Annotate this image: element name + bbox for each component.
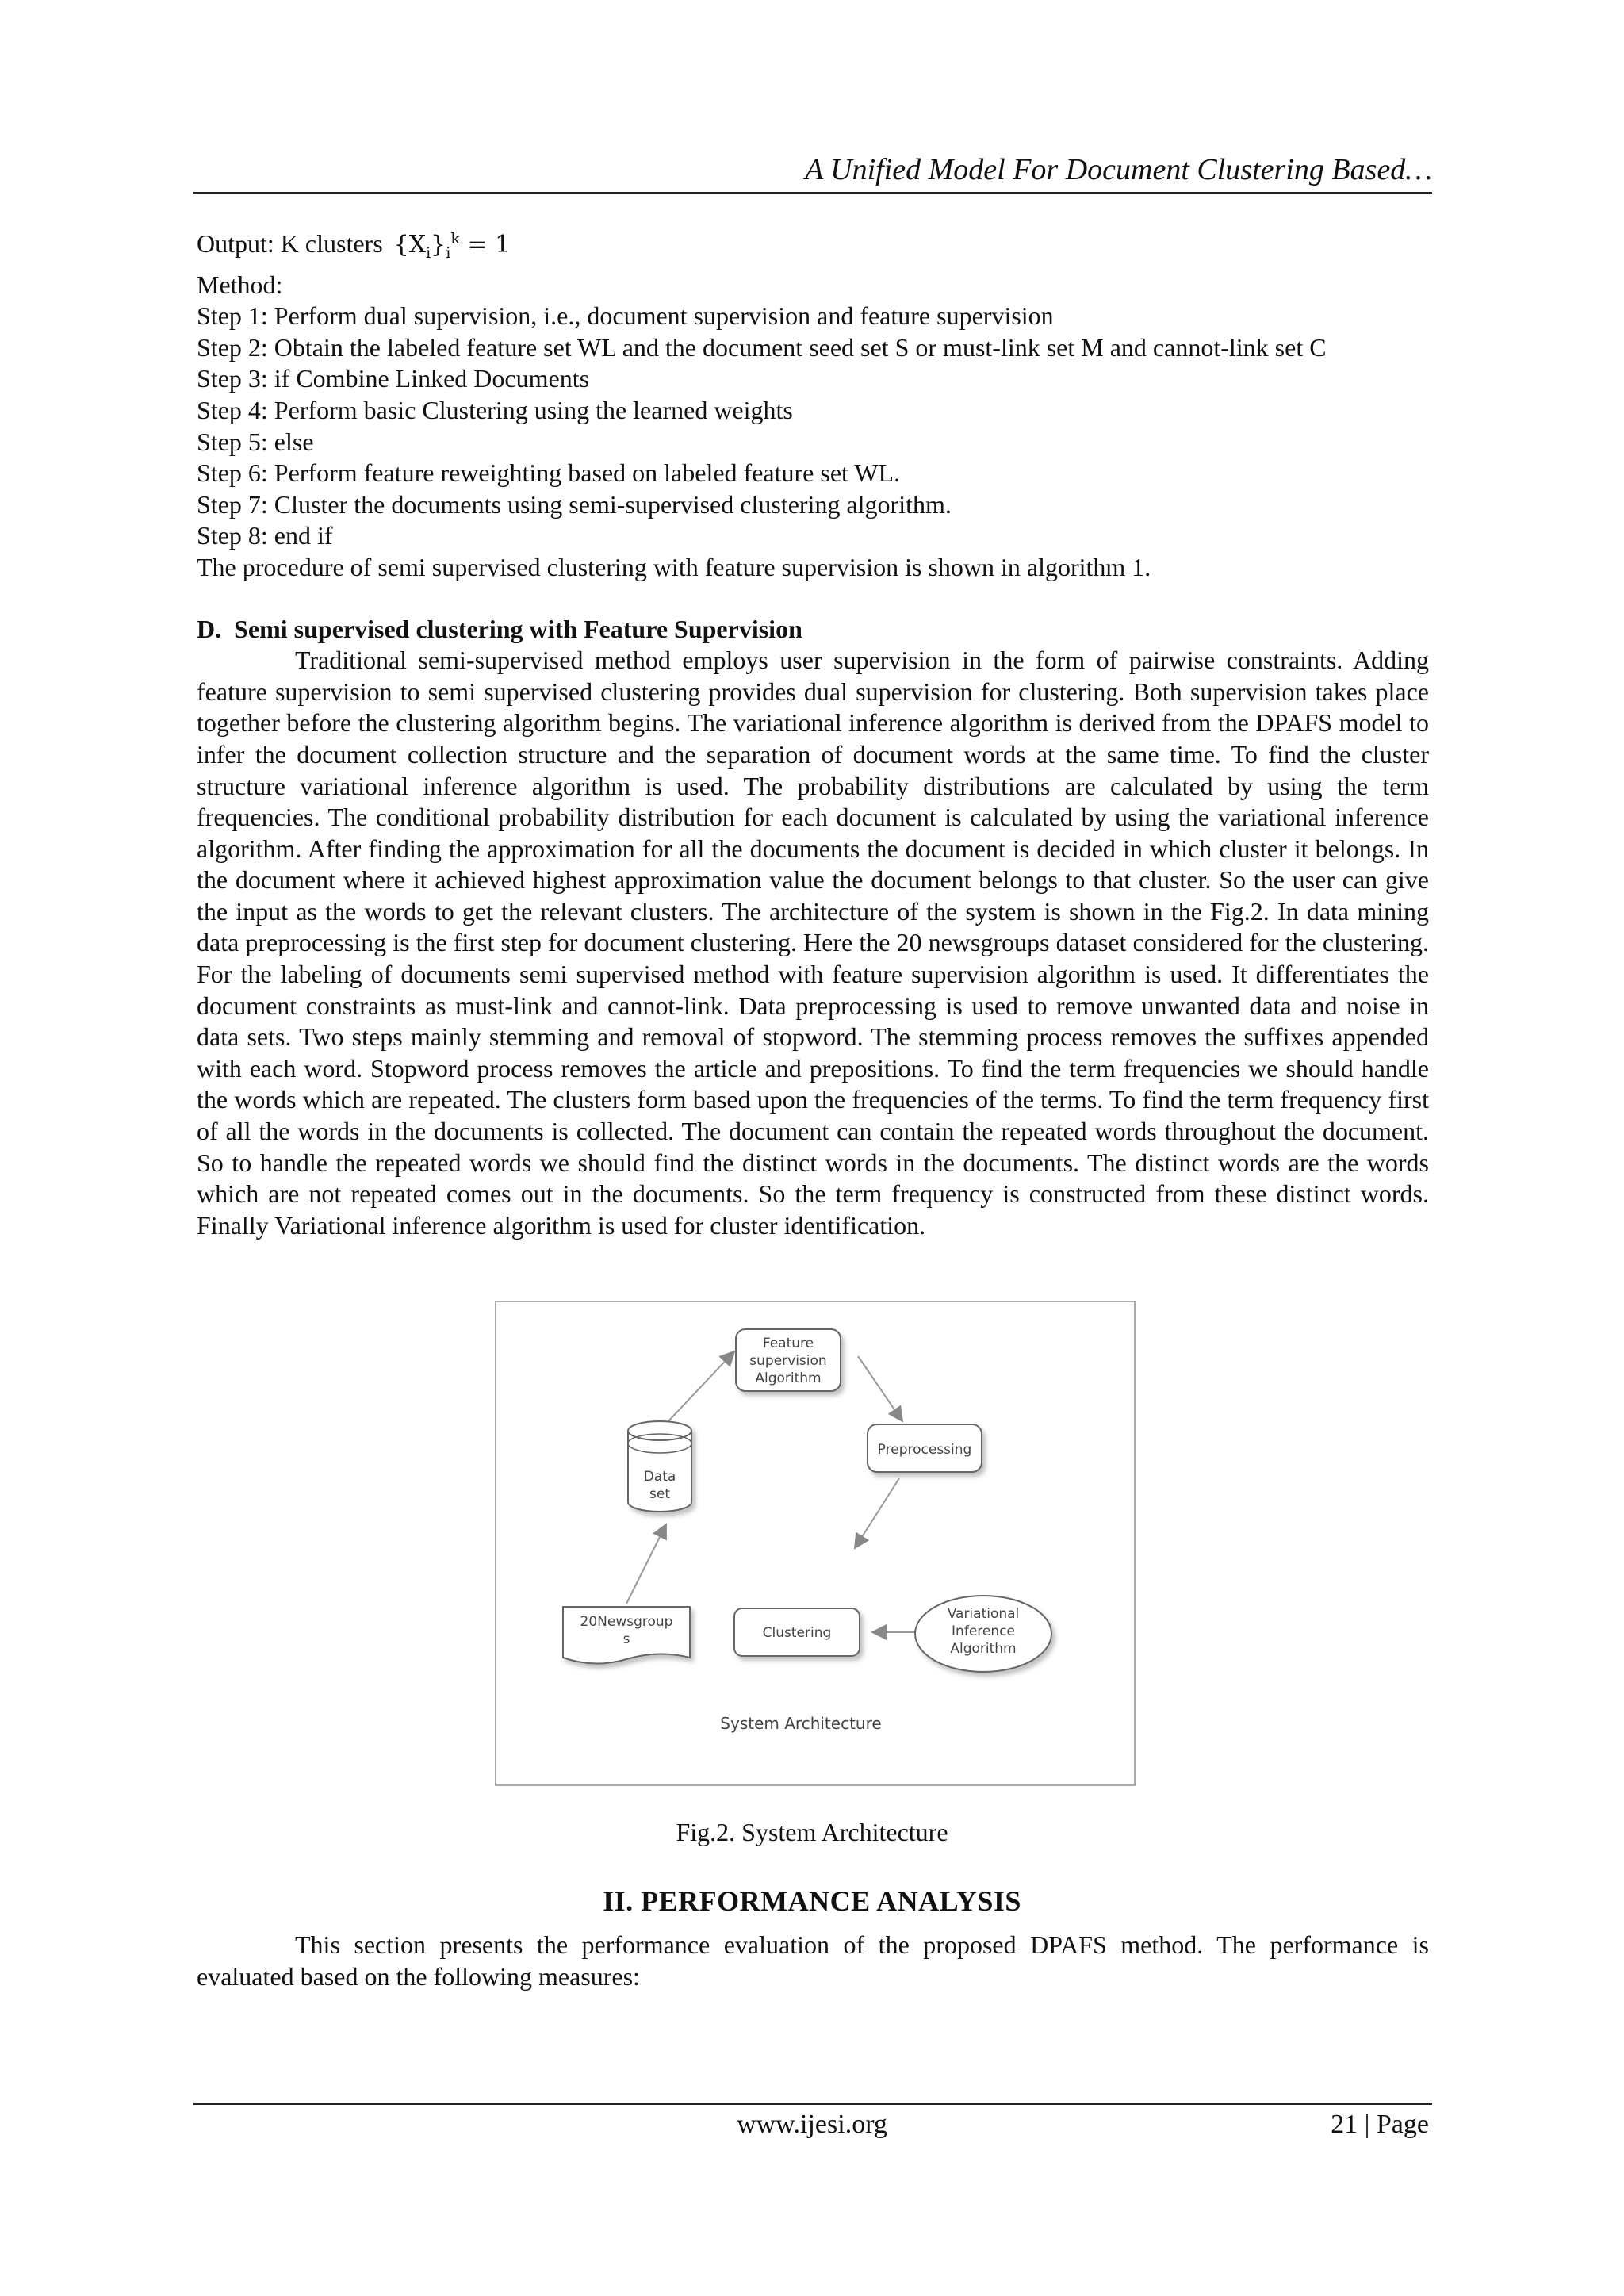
section-d-heading [197,614,1429,646]
algorithm-block [197,224,1429,1241]
system-architecture-figure [495,1301,1136,1786]
output-formula: $\{X_i\}_i^k = 1$ [393,230,511,262]
node-clustering-label: Clustering [762,1625,832,1641]
running-head: A Unified Model For Document Clustering Based… [805,153,1432,186]
node-newsgroups-line1: 20Newsgroup [580,1614,673,1630]
edge-feature-to-preprocessing [858,1356,902,1421]
node-preprocessing-label: Preprocessing [877,1442,972,1458]
edge-preprocessing-to-clustering [855,1478,899,1548]
section-ii-body [197,1930,1429,1992]
output-label: Output: K clusters [197,229,383,258]
section-ii-title: II. PERFORMANCE ANALYSIS [603,1885,1021,1917]
algorithm-line: Step 4: Perform basic Clustering using the learned weights [197,395,793,424]
node-dataset-line1: Data [643,1469,676,1485]
algorithm-line: Step 6: Perform feature reweighting based on labeled feature set WL. [197,458,901,488]
figure-caption: Fig.2. System Architecture [676,1818,948,1846]
node-feature-line3: Algorithm [755,1370,822,1386]
section-d-label: D. [197,614,222,643]
node-feature-line1: Feature [762,1336,814,1351]
node-feature-line2: supervision [749,1353,827,1369]
header-rule [193,192,1432,194]
edge-newsgroups-to-dataset [626,1524,666,1604]
algorithm-line: Step 1: Perform dual supervision, i.e., document supervision and feature supervision [197,301,1054,331]
edge-dataset-to-feature [667,1351,734,1423]
footer-website: www.ijesi.org [737,2110,887,2139]
node-variational-line1: Variational [947,1606,1020,1622]
algorithm-line: Step 2: Obtain the labeled feature set WL and the document seed set S or must-link set M and cannot-link set C [197,332,1327,362]
algorithm-output [197,224,1429,270]
section-ii-paragraph: This section presents the performance evaluation of the proposed DPAFS method. The performance is evaluated based on the following measures: [197,1930,1429,1991]
section-d-title: Semi supervised clustering with Feature Supervision [234,614,802,643]
footer-rule [193,2103,1432,2105]
algorithm-line: Step 7: Cluster the documents using semi-supervised clustering algorithm. [197,489,952,519]
node-dataset-line2: set [649,1486,670,1502]
algorithm-line: Step 3: if Combine Linked Documents [197,364,590,393]
algorithm-line: Method: [197,270,283,299]
node-variational-line3: Algorithm [950,1641,1017,1657]
footer-page-number: 21 | Page [1331,2110,1429,2139]
architecture-diagram [496,1302,1134,1784]
algorithm-line: Step 5: else [197,427,314,456]
diagram-inner-title: System Architecture [720,1714,882,1733]
section-d-paragraph: Traditional semi-supervised method employs user supervision in the form of pairwise constraints. Adding feature supervision to semi supervised clustering provides dual supervision for clustering. Both supervision takes place together before the clustering algorithm begins. The variational inference algorithm is derived from the DPAFS model to infer the document collection structure and the separation of document words at the same time. To find the cluster structure variational inference algorithm is used. The probability distributions are calculated by using the term frequencies. The conditional probability distribution for each document is calculated by using the variational inference algorithm. After finding the approximation for all the documents the document is decided in which cluster it belongs. In the document where it achieved highest approximation value the document belongs to that cluster. So the user can give the input as the words to get the relevant clusters. The architecture of the system is shown in the Fig.2. In data mining data preprocessing is the first step for document clustering. Here the 20 newsgroups dataset considered for the clustering. For the labeling of documents semi supervised method with feature supervision algorithm is used. It differentiates the document constraints as must-link and cannot-link. Data preprocessing is used to remove unwanted data and noise in data sets. Two steps mainly stemming and removal of stopword. The stemming process removes the suffixes appended with each word. Stopword process removes the article and prepositions. To find the term frequencies we should handle the words which are repeated. The clusters form based upon the frequencies of the terms. To find the term frequency first of all the words in the documents is collected. The document can contain the repeated words throughout the document. So to handle the repeated words we should find the distinct words in the documents. The distinct words are the words which are not repeated comes out in the documents. So the term frequency is constructed from these distinct words. Finally Variational inference algorithm is used for cluster identification. [197,646,1429,1240]
node-variational-line2: Inference [952,1623,1015,1639]
algorithm-line: The procedure of semi supervised clustering with feature supervision is shown in algorithm 1. [197,552,1151,581]
node-newsgroups-line2: s [622,1631,630,1647]
algorithm-line: Step 8: end if [197,521,333,550]
